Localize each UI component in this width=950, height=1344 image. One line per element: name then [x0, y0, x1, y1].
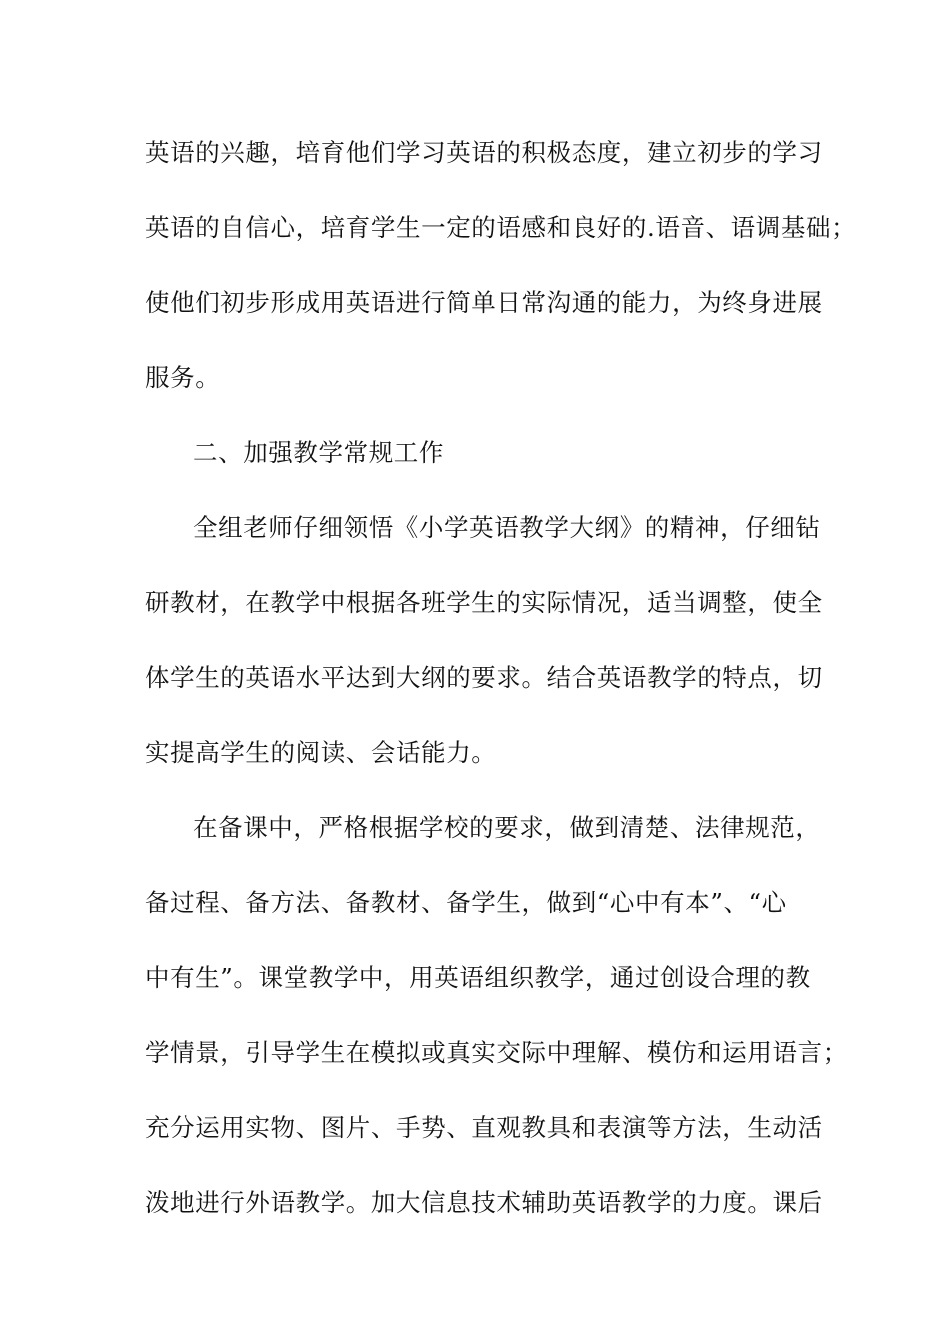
text-line: 泼地进行外语教学。加大信息技术辅助英语教学的力度。课后	[145, 1188, 823, 1217]
text-line: 使他们初步形成用英语进行简单日常沟通的能力，为终身进展	[145, 288, 823, 317]
section-heading: 二、加强教学常规工作	[193, 438, 444, 467]
text-line: 充分运用实物、图片、手势、直观教具和表演等方法，生动活	[145, 1113, 823, 1142]
text-line: 实提高学生的阅读、会话能力。	[145, 738, 497, 767]
text-line: 学情景，引导学生在模拟或真实交际中理解、模仿和运用语言；	[145, 1038, 848, 1067]
text-line: 研教材，在教学中根据各班学生的实际情况，适当调整，使全	[145, 588, 823, 617]
text-line: 服务。	[145, 363, 221, 392]
text-line: 在备课中，严格根据学校的要求，做到清楚、法律规范，	[193, 813, 821, 842]
text-line: 体学生的英语水平达到大纲的要求。结合英语教学的特点，切	[145, 663, 823, 692]
text-line: 全组老师仔细领悟《小学英语教学大纲》的精神，仔细钻	[193, 513, 821, 542]
text-line: 英语的自信心，培育学生一定的语感和良好的.语音、语调基础；	[145, 213, 857, 242]
text-line: 备过程、备方法、备教材、备学生，做到“心中有本”、“心	[145, 888, 787, 917]
text-line: 中有生”。课堂教学中，用英语组织教学，通过创设合理的教	[145, 963, 811, 992]
text-line: 英语的兴趣，培育他们学习英语的积极态度，建立初步的学习	[145, 138, 823, 167]
